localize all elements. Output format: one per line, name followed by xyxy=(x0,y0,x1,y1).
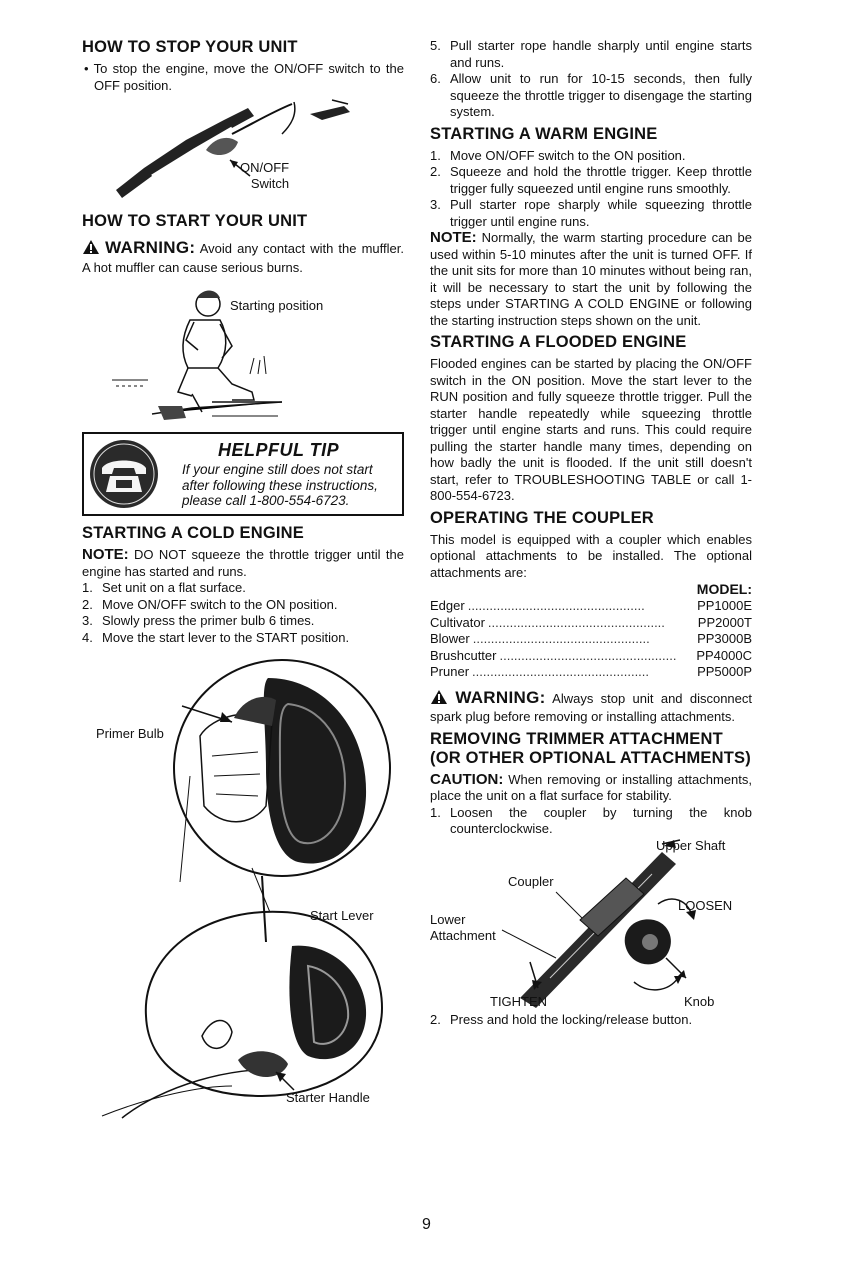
warm-note xyxy=(430,230,752,329)
list-item: Brushcutter ................................................. PP4000C xyxy=(430,647,752,663)
start-warning xyxy=(82,239,404,276)
caution-head: CAUTION: xyxy=(430,770,504,788)
list-item: 3. Slowly press the primer bulb 6 times. xyxy=(82,613,315,628)
primer-bulb-label: Primer Bulb xyxy=(96,726,164,741)
model-column-header: MODEL: xyxy=(696,581,752,597)
coupler-text: This model is equipped with a coupler which enables optional attachments to be installed. The optional attachments are: xyxy=(430,531,752,580)
list-item: 2. Squeeze and hold the throttle trigger. Keep throttle trigger fully squeezed until engine runs smoothly. xyxy=(430,164,752,196)
attachment-label: Attachment xyxy=(430,927,496,943)
coupler-heading: OPERATING THE COUPLER xyxy=(430,508,654,527)
removing-step-1 xyxy=(430,805,752,838)
warm-steps xyxy=(430,148,752,231)
stop-heading: HOW TO STOP YOUR UNIT xyxy=(82,38,298,56)
coupler-label: Coupler xyxy=(508,873,554,889)
list-item: 2. Press and hold the locking/release button. xyxy=(430,1011,693,1027)
coupler-figure xyxy=(430,838,752,1012)
tip-title: HELPFUL TIP xyxy=(218,440,340,460)
note-text: DO NOT squeeze the throttle trigger until the engine has started and runs. xyxy=(82,547,404,579)
list-item: Pruner ................................................. PP5000P xyxy=(430,664,752,679)
list-item: 1. Move ON/OFF switch to the ON position. xyxy=(430,147,686,163)
list-item: 6. Allow unit to run for 10-15 seconds, then fully squeeze the throttle trigger to disengage the starting system. xyxy=(430,71,752,119)
coupler-illustration xyxy=(430,838,752,1012)
primer-and-lever-figure xyxy=(82,656,404,1124)
removing-heading: REMOVING TRIMMER ATTACHMENT (OR OTHER OPTIONAL ATTACHMENTS) xyxy=(430,729,751,767)
upper-shaft-label: Upper Shaft xyxy=(656,837,726,853)
warning-head: WARNING: xyxy=(455,687,546,707)
models-list xyxy=(430,598,752,681)
start-heading: HOW TO START YOUR UNIT xyxy=(82,212,308,230)
caution-paragraph xyxy=(430,772,752,805)
left-column xyxy=(82,38,404,1124)
tip-text: If your engine still does not start after following these instructions, please call 1-800-554-6723. xyxy=(182,462,378,508)
knob-label: Knob xyxy=(684,993,715,1009)
note-text: Normally, the warm starting procedure can be used within 5-10 minutes after the unit is turned OFF. If the unit sits for more than 10 minutes without being ran, it will be necessary to start the unit by following the steps under STARTING A COLD ENGINE or following the starting instruction steps shown on the unit. xyxy=(430,230,752,328)
tighten-label: TIGHTEN xyxy=(490,993,548,1009)
list-item: 4. Move the start lever to the START position. xyxy=(82,629,350,645)
helpful-tip-box xyxy=(82,432,404,516)
stop-bullet: • To stop the engine, move the ON/OFF switch to the OFF position. xyxy=(84,61,404,93)
note-head: NOTE: xyxy=(82,546,129,563)
warning-triangle-icon xyxy=(82,239,100,260)
on-off-label: ON/OFF xyxy=(240,160,290,175)
starting-position-label: Starting position xyxy=(230,298,324,313)
warning-triangle-icon xyxy=(430,689,448,710)
switch-label: Switch xyxy=(250,176,290,191)
starter-handle-label: Starter Handle xyxy=(286,1090,370,1105)
list-item: Blower ................................................. PP3000B xyxy=(430,631,752,646)
loosen-label: LOOSEN xyxy=(678,897,733,913)
flooded-text: Flooded engines can be started by placing the ON/OFF switch in the ON position. Move the start lever to the RUN position and fully squeeze throttle trigger. Pull the starter handle repeatedly while squeezing throttle trigger until engine starts and runs. This could require pulling the starter handle many times, depending on how badly the unit is flooded. If the unit still doesn't start, refer to TROUBLESHOOTING TABLE or call 1-800-554-6723. xyxy=(430,356,752,503)
starting-position-figure xyxy=(82,276,404,424)
list-item: Cultivator ................................................. PP2000T xyxy=(430,614,752,630)
list-item: 2. Move ON/OFF switch to the ON position. xyxy=(82,596,338,612)
cold-steps xyxy=(82,580,404,646)
warm-heading: STARTING A WARM ENGINE xyxy=(430,124,658,143)
on-off-switch-figure xyxy=(82,94,404,206)
list-item: 1. Set unit on a flat surface. xyxy=(82,580,246,595)
warning-text: Avoid any contact with the muffler. A hot muffler can cause serious burns. xyxy=(82,241,404,275)
removing-step-2 xyxy=(430,1012,752,1029)
right-column xyxy=(430,38,752,1028)
flooded-heading: STARTING A FLOODED ENGINE xyxy=(430,333,687,351)
warning-text: Always stop unit and disconnect spark plug before removing or installing attachments. xyxy=(430,690,752,724)
telephone-icon xyxy=(88,438,160,510)
list-item: 5. Pull starter rope handle sharply until engine starts and runs. xyxy=(430,38,752,70)
list-item: 3. Pull starter rope sharply while squeezing throttle trigger until engine runs. xyxy=(430,197,752,229)
list-item: Edger ................................................. PP1000E xyxy=(430,598,752,613)
list-item: 1. Loosen the coupler by turning the knob counterclockwise. xyxy=(430,804,752,836)
start-lever-label: Start Lever xyxy=(310,908,374,923)
continued-cold-steps xyxy=(430,38,752,121)
caution-text: When removing or installing attachments, place the unit on a flat surface for stability. xyxy=(430,771,752,803)
note-head: NOTE: xyxy=(430,229,477,246)
cold-note xyxy=(82,547,404,580)
coupler-warning xyxy=(430,689,752,726)
warning-head: WARNING: xyxy=(105,238,196,257)
lower-label: Lower xyxy=(430,911,466,927)
page-number: 9 xyxy=(422,1216,431,1233)
cold-heading: STARTING A COLD ENGINE xyxy=(82,524,304,542)
